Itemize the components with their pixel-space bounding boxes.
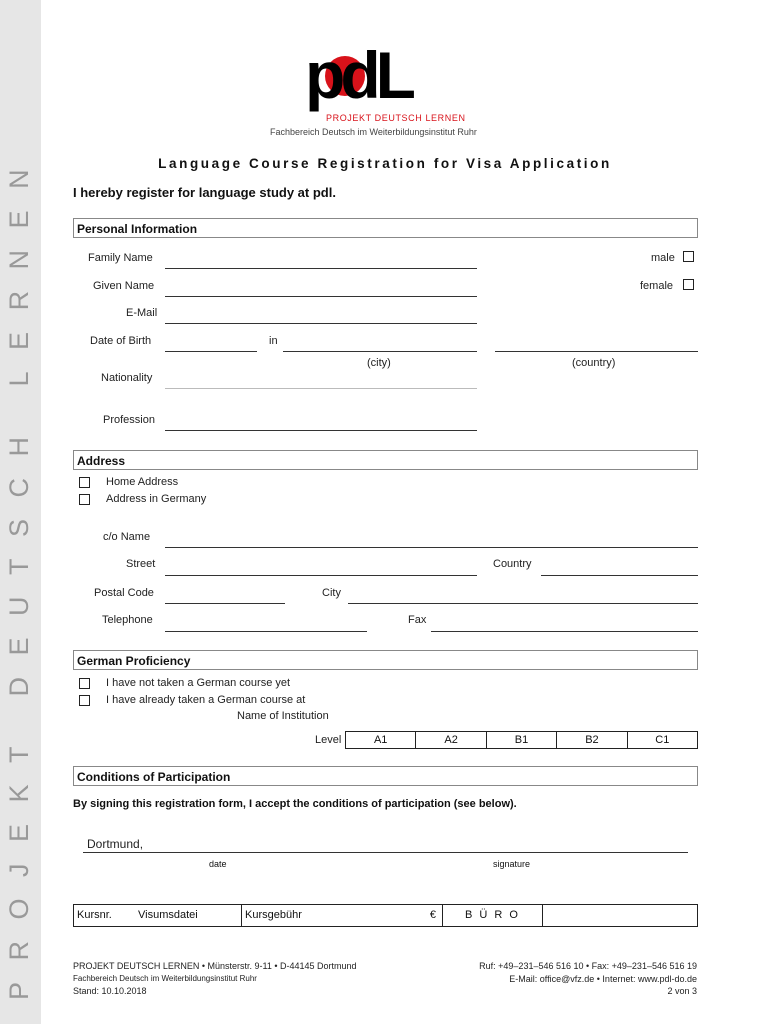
- level-a2[interactable]: A2: [415, 732, 485, 748]
- taken-label: I have already taken a German course at: [106, 694, 306, 706]
- dob-field[interactable]: [165, 351, 257, 352]
- lead-text: I hereby register for language study at pdl.: [73, 185, 336, 200]
- section-address-heading: Address: [73, 450, 698, 470]
- footer-email: E-Mail: office@vfz.de • Internet: www.pdl-do.de: [509, 973, 697, 984]
- institution-label: Name of Institution: [237, 710, 329, 722]
- pdl-logo: [305, 46, 415, 116]
- footer-right: [479, 960, 697, 998]
- conditions-statement: By signing this registration form, I accept the conditions of participation (see below).: [73, 798, 517, 810]
- section-conditions-heading: Conditions of Participation: [73, 766, 698, 786]
- given-name-label: Given Name: [93, 280, 155, 292]
- level-label: Level: [315, 734, 342, 746]
- not-taken-checkbox[interactable]: [79, 678, 90, 689]
- fax-label: Fax: [408, 614, 427, 626]
- birth-city-field[interactable]: [283, 351, 477, 352]
- street-label: Street: [126, 558, 156, 570]
- family-name-label: Family Name: [88, 252, 153, 264]
- email-label: E-Mail: [126, 307, 158, 319]
- place-text: Dortmund,: [87, 837, 144, 851]
- street-field[interactable]: [165, 575, 477, 576]
- city-caption: (city): [367, 357, 391, 369]
- logo-tagline: PROJEKT DEUTSCH LERNEN: [326, 113, 466, 123]
- logo-subline: Fachbereich Deutsch im Weiterbildungsinstitut Ruhr: [270, 127, 477, 137]
- footer-left: [73, 960, 357, 998]
- footer-phone: Ruf: +49–231–546 516 10 • Fax: +49–231–546 516 19: [479, 961, 697, 971]
- male-label: male: [651, 252, 675, 264]
- fax-field[interactable]: [431, 631, 698, 632]
- address-country-field[interactable]: [541, 575, 698, 576]
- form-title: Language Course Registration for Visa Application: [158, 156, 612, 171]
- visumsdatei-label: Visumsdatei: [138, 909, 198, 921]
- female-checkbox[interactable]: [683, 279, 694, 290]
- footer-page: 2 von 3: [667, 986, 697, 996]
- signature-line[interactable]: [83, 852, 688, 853]
- dob-label: Date of Birth: [90, 335, 152, 347]
- section-personal-heading: Personal Information: [73, 218, 698, 238]
- germany-address-label: Address in Germany: [106, 493, 207, 505]
- level-b2[interactable]: B2: [556, 732, 626, 748]
- buero-entry-cell[interactable]: [542, 905, 697, 926]
- section-german-heading: German Proficiency: [73, 650, 698, 670]
- euro-sign: €: [429, 909, 436, 921]
- nationality-field[interactable]: [165, 388, 477, 389]
- kursgebuehr-label: Kursgebühr: [245, 909, 302, 921]
- svg-text:pdL: pdL: [305, 46, 411, 112]
- profession-label: Profession: [103, 414, 155, 426]
- level-c1[interactable]: C1: [627, 732, 697, 748]
- level-b1[interactable]: B1: [486, 732, 556, 748]
- kursnr-label: Kursnr.: [77, 909, 112, 921]
- co-name-label: c/o Name: [103, 531, 151, 543]
- office-table: [73, 904, 698, 927]
- city-field[interactable]: [348, 603, 698, 604]
- in-label: in: [269, 335, 278, 347]
- home-address-label: Home Address: [106, 476, 179, 488]
- given-name-field[interactable]: [165, 296, 477, 297]
- not-taken-label: I have not taken a German course yet: [106, 677, 291, 689]
- email-field[interactable]: [165, 323, 477, 324]
- kursnr-cell: [74, 905, 241, 926]
- signature-caption: signature: [493, 859, 531, 869]
- footer-date: Stand: 10.10.2018: [73, 986, 147, 996]
- family-name-field[interactable]: [165, 268, 477, 269]
- male-checkbox[interactable]: [683, 251, 694, 262]
- postal-code-label: Postal Code: [94, 587, 154, 599]
- country-caption: (country): [572, 357, 616, 369]
- taken-checkbox[interactable]: [79, 695, 90, 706]
- female-label: female: [640, 280, 674, 292]
- postal-code-field[interactable]: [165, 603, 285, 604]
- date-caption: date: [209, 859, 227, 869]
- telephone-field[interactable]: [165, 631, 367, 632]
- buero-cell: B Ü R O: [442, 905, 542, 926]
- kursgebuehr-cell: [241, 905, 442, 926]
- address-country-label: Country: [493, 558, 532, 570]
- profession-field[interactable]: [165, 430, 477, 431]
- birth-country-field[interactable]: [495, 351, 698, 352]
- footer-department: Fachbereich Deutsch im Weiterbildungsinstitut Ruhr: [73, 973, 257, 983]
- level-a1[interactable]: A1: [373, 734, 388, 746]
- co-name-field[interactable]: [165, 547, 698, 548]
- telephone-label: Telephone: [102, 614, 153, 626]
- side-vertical-text: PROJEKT DEUTSCH LERNEN: [4, 147, 34, 1000]
- city-label: City: [322, 587, 341, 599]
- footer-address: PROJEKT DEUTSCH LERNEN • Münsterstr. 9-11 • D-44145 Dortmund: [73, 961, 357, 971]
- level-table: [345, 731, 698, 749]
- nationality-label: Nationality: [101, 372, 153, 384]
- germany-address-checkbox[interactable]: [79, 494, 90, 505]
- home-address-checkbox[interactable]: [79, 477, 90, 488]
